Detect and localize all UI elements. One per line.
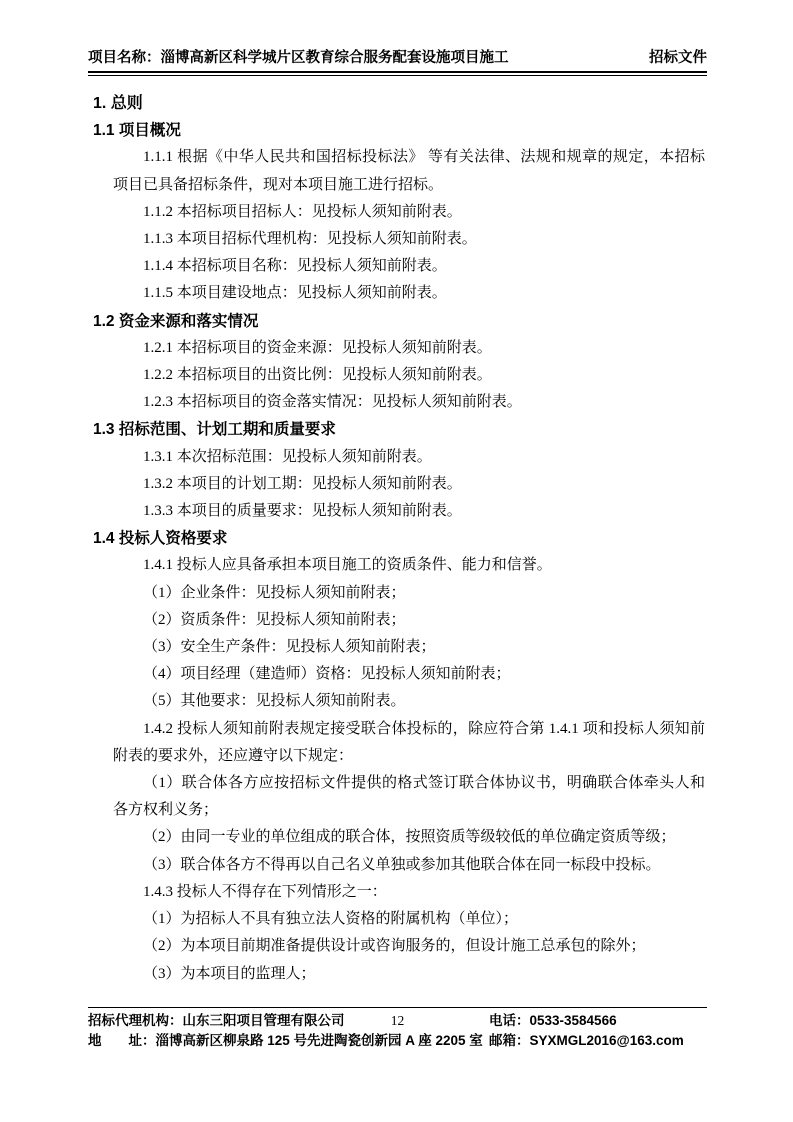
paragraph: （2）由同一专业的单位组成的联合体，按照资质等级较低的单位确定资质等级； <box>143 829 676 846</box>
paragraph: （3）联合体各方不得再以自己名义单独或参加其他联合体在同一标段中投标。 <box>143 856 661 873</box>
paragraph: （1）联合体各方应按招标文件提供的格式签订联合体协议书，明确联合体牵头人和各方权利义务； <box>113 775 705 819</box>
section-heading: 1.3 招标范围、计划工期和质量要求 <box>93 421 336 439</box>
paragraph: （4）项目经理（建造师）资格：见投标人须知前附表； <box>143 666 511 683</box>
page-header <box>88 46 707 67</box>
doc-type-label: 招标文件 <box>649 50 707 66</box>
paragraph: （2）为本项目前期准备提供设计或咨询服务的，但设计施工总承包的除外； <box>143 938 646 955</box>
section-heading: 1.1 项目概况 <box>93 122 181 140</box>
email-value: SYXMGL2016@163.com <box>529 1033 684 1048</box>
document-body <box>93 90 705 988</box>
agency-label: 招标代理机构： <box>88 1013 183 1028</box>
footer-row-1 <box>88 1011 707 1031</box>
project-name-label: 项目名称：淄博高新区科学城片区教育综合服务配套设施项目施工 <box>88 50 509 66</box>
agency-name: 山东三阳项目管理有限公司 <box>182 1013 345 1028</box>
paragraph: 1.1.4 本招标项目名称：见投标人须知前附表。 <box>143 258 447 275</box>
paragraph: （5）其他要求：见投标人须知前附表。 <box>143 693 406 710</box>
email-line <box>489 1031 684 1051</box>
paragraph: （1）企业条件：见投标人须知前附表； <box>143 584 406 601</box>
paragraph: （3）安全生产条件：见投标人须知前附表； <box>143 639 436 656</box>
section-heading: 1. 总则 <box>93 95 143 112</box>
paragraph: 1.2.1 本招标项目的资金来源：见投标人须知前附表。 <box>143 339 492 356</box>
paragraph: （1）为招标人不具有独立法人资格的附属机构（单位）； <box>143 911 519 928</box>
paragraph: 1.3.2 本项目的计划工期：见投标人须知前附表。 <box>143 475 462 492</box>
address-label: 地 址： <box>88 1033 156 1048</box>
paragraph: 1.1.1 根据《中华人民共和国招标投标法》 等有关法律、法规和规章的规定，本招标项目已具备招标条件，现对本项目施工进行招标。 <box>113 149 705 193</box>
footer-row-2 <box>88 1031 707 1051</box>
paragraph: 1.3.1 本次招标范围：见投标人须知前附表。 <box>143 448 432 465</box>
paragraph: 1.1.5 本项目建设地点：见投标人须知前附表。 <box>143 285 447 302</box>
phone-value: 0533-3584566 <box>529 1013 617 1028</box>
paragraph: 1.1.2 本招标项目招标人：见投标人须知前附表。 <box>143 203 462 220</box>
email-label: 邮箱： <box>489 1033 530 1048</box>
paragraph: 1.4.2 投标人须知前附表规定接受联合体投标的，除应符合第 1.4.1 项和投标人须知前附表的要求外，还应遵守以下规定： <box>113 720 705 764</box>
paragraph: 1.4.1 投标人应具备承担本项目施工的资质条件、能力和信誉。 <box>143 557 552 574</box>
phone-line <box>489 1011 617 1031</box>
paragraph: 1.3.3 本项目的质量要求：见投标人须知前附表。 <box>143 503 462 520</box>
paragraph: （2）资质条件：见投标人须知前附表； <box>143 611 406 628</box>
page-footer <box>88 1011 707 1051</box>
section-heading: 1.2 资金来源和落实情况 <box>93 312 259 330</box>
paragraph: （3）为本项目的监理人； <box>143 965 316 982</box>
address-value: 淄博高新区柳泉路 125 号先进陶瓷创新园 A 座 2205 室 <box>155 1033 483 1048</box>
phone-label: 电话： <box>489 1013 530 1028</box>
footer-rule <box>88 1007 707 1008</box>
paragraph: 1.2.2 本招标项目的出资比例：见投标人须知前附表。 <box>143 367 492 384</box>
paragraph: 1.4.3 投标人不得存在下列情形之一： <box>143 883 387 900</box>
page-number: 12 <box>390 1013 405 1028</box>
paragraph: 1.1.3 本项目招标代理机构：见投标人须知前附表。 <box>143 231 477 248</box>
paragraph: 1.2.3 本招标项目的资金落实情况：见投标人须知前附表。 <box>143 394 522 411</box>
section-heading: 1.4 投标人资格要求 <box>93 530 228 548</box>
header-rule <box>88 71 707 76</box>
